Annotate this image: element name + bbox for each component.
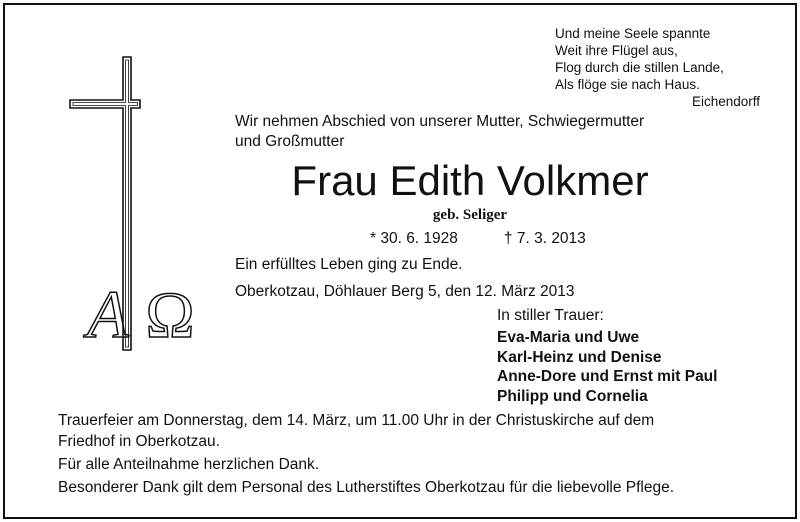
birth-name: geb. Seliger xyxy=(432,207,508,223)
mourner-item: Eva-Maria und Uwe xyxy=(497,329,640,346)
place-date: Oberkotzau, Döhlauer Berg 5, den 12. März 2013 xyxy=(235,283,575,300)
birth-date: * 30. 6. 1928 xyxy=(370,230,458,247)
intro-line: Wir nehmen Abschied von unserer Mutter, Schwiegermutter xyxy=(235,113,645,130)
poem-author: Eichendorff xyxy=(691,94,760,109)
mourner-item: Philipp und Cornelia xyxy=(497,387,648,405)
death-date: † 7. 3. 2013 xyxy=(503,230,586,247)
intro-line: und Großmutter xyxy=(235,133,345,150)
funeral-line: Friedhof in Oberkotzau. xyxy=(58,433,220,450)
thanks-line: Für alle Anteilnahme herzlichen Dank. xyxy=(58,456,320,473)
omega-letter: Ω xyxy=(145,279,195,352)
poem-line: Als flöge sie nach Haus. xyxy=(555,77,700,92)
mourners-list xyxy=(497,328,717,406)
footer-text xyxy=(58,410,748,498)
life-dates xyxy=(370,229,586,249)
poem xyxy=(555,25,760,110)
poem-line: Weit ihre Flügel aus, xyxy=(555,43,678,58)
intro-text xyxy=(235,112,644,152)
mourner-item: Anne-Dore und Ernst mit Paul xyxy=(497,368,718,385)
mourner-item: Karl-Heinz und Denise xyxy=(497,348,662,366)
funeral-line: Trauerfeier am Donnerstag, dem 14. März, um 11.00 Uhr in der Christuskirche auf dem xyxy=(58,412,655,429)
cross-alpha-omega-icon xyxy=(60,55,210,355)
poem-line: Flog durch die stillen Lande, xyxy=(555,60,724,75)
poem-line: Und meine Seele spannte xyxy=(555,26,711,41)
mourning-label: In stiller Trauer: xyxy=(497,307,604,324)
life-line: Ein erfülltes Leben ging zu Ende. xyxy=(235,256,463,273)
alpha-letter: A xyxy=(87,276,129,352)
deceased-name: Frau Edith Volkmer xyxy=(291,157,649,204)
special-thanks-line: Besonderer Dank gilt dem Personal des Lutherstiftes Oberkotzau für die liebevolle Pflege. xyxy=(58,479,675,496)
